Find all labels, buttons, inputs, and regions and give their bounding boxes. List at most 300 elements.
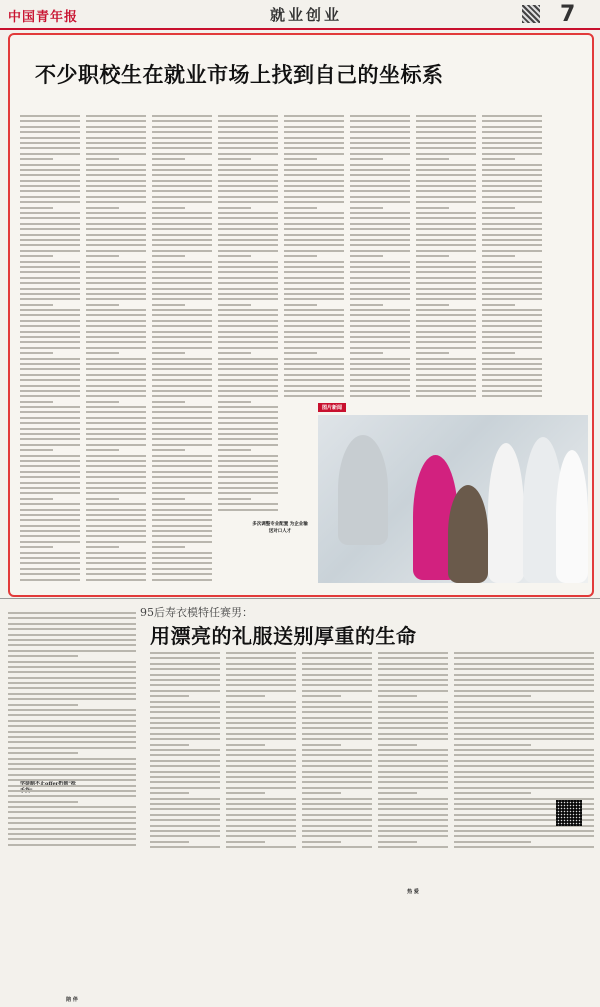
text-line xyxy=(86,131,146,133)
text-line xyxy=(8,774,136,776)
text-line xyxy=(20,390,80,392)
text-line xyxy=(284,379,344,381)
text-line xyxy=(302,760,372,762)
text-line xyxy=(152,207,185,209)
text-line xyxy=(416,115,476,117)
text-line xyxy=(378,792,417,794)
text-line xyxy=(8,801,78,803)
text-line xyxy=(20,573,80,575)
text-line xyxy=(350,239,410,241)
text-line xyxy=(482,185,542,187)
text-line xyxy=(152,169,212,171)
text-line xyxy=(150,657,220,659)
text-line xyxy=(20,433,80,435)
text-line xyxy=(152,325,212,327)
text-line xyxy=(482,347,542,349)
text-line xyxy=(86,519,146,521)
text-line xyxy=(454,706,594,708)
text-line xyxy=(350,363,410,365)
text-line xyxy=(218,217,278,219)
text-line xyxy=(302,819,372,821)
text-line xyxy=(86,314,146,316)
article-column-7 xyxy=(416,115,476,405)
text-line xyxy=(482,293,542,295)
text-line xyxy=(350,266,410,268)
text-line xyxy=(226,717,296,719)
text-line xyxy=(350,304,383,306)
text-line xyxy=(284,217,344,219)
text-line xyxy=(152,320,212,322)
brief-column xyxy=(8,612,136,1007)
text-line xyxy=(152,455,212,457)
text-line xyxy=(454,701,594,703)
bottom-column-3 xyxy=(302,652,372,852)
text-line xyxy=(152,153,212,155)
text-line xyxy=(226,744,265,746)
text-line xyxy=(416,379,476,381)
text-line xyxy=(284,169,344,171)
text-line xyxy=(378,819,448,821)
article-column-3 xyxy=(152,115,212,585)
text-line xyxy=(150,792,189,794)
text-line xyxy=(8,634,136,636)
text-line xyxy=(8,720,136,722)
text-line xyxy=(152,331,212,333)
text-line xyxy=(218,298,278,300)
text-lines xyxy=(150,652,220,848)
text-line xyxy=(86,401,119,403)
text-line xyxy=(218,422,278,424)
text-line xyxy=(152,428,212,430)
text-line xyxy=(350,164,410,166)
text-line xyxy=(302,835,372,837)
text-line xyxy=(218,331,278,333)
text-line xyxy=(226,830,296,832)
text-line xyxy=(416,158,449,160)
text-line xyxy=(20,492,80,494)
text-line xyxy=(20,212,80,214)
text-line xyxy=(226,754,296,756)
text-line xyxy=(416,180,476,182)
text-line xyxy=(416,395,476,397)
text-line xyxy=(20,368,80,370)
text-line xyxy=(302,787,372,789)
text-line xyxy=(454,787,594,789)
text-line xyxy=(350,131,410,133)
text-line xyxy=(8,736,136,738)
text-line xyxy=(482,358,542,360)
text-line xyxy=(416,196,476,198)
text-line xyxy=(152,131,212,133)
text-line xyxy=(86,557,146,559)
text-line xyxy=(20,147,80,149)
text-line xyxy=(152,298,212,300)
text-line xyxy=(86,190,146,192)
text-line xyxy=(86,331,146,333)
text-line xyxy=(20,471,80,473)
text-line xyxy=(482,131,542,133)
text-line xyxy=(8,644,136,646)
text-line xyxy=(8,817,136,819)
text-line xyxy=(284,390,344,392)
text-line xyxy=(20,266,80,268)
text-line xyxy=(8,682,136,684)
text-line xyxy=(416,277,476,279)
text-line xyxy=(150,776,220,778)
text-line xyxy=(482,190,542,192)
text-line xyxy=(150,798,220,800)
text-lines xyxy=(416,115,476,397)
text-line xyxy=(8,822,136,824)
text-line xyxy=(284,131,344,133)
text-line xyxy=(302,717,372,719)
text-line xyxy=(218,503,278,505)
text-line xyxy=(8,811,136,813)
text-line xyxy=(86,449,119,451)
text-lines xyxy=(302,652,372,848)
text-line xyxy=(150,841,189,843)
bottom-article[interactable] xyxy=(0,600,600,1003)
text-line xyxy=(20,126,80,128)
text-line xyxy=(226,733,296,735)
text-line xyxy=(218,498,251,500)
text-line xyxy=(150,814,220,816)
text-line xyxy=(86,153,146,155)
text-line xyxy=(150,835,220,837)
text-line xyxy=(20,444,80,446)
text-line xyxy=(454,679,594,681)
text-line xyxy=(86,244,146,246)
text-line xyxy=(20,234,80,236)
text-line xyxy=(284,385,344,387)
text-line xyxy=(20,293,80,295)
text-line xyxy=(416,239,476,241)
text-line xyxy=(8,763,136,765)
text-line xyxy=(152,352,185,354)
text-line xyxy=(8,844,136,846)
text-line xyxy=(218,314,278,316)
text-line xyxy=(86,228,146,230)
text-line xyxy=(86,358,146,360)
text-line xyxy=(226,657,296,659)
text-line xyxy=(20,320,80,322)
text-line xyxy=(378,765,448,767)
text-line xyxy=(454,749,594,751)
text-line xyxy=(454,760,594,762)
text-line xyxy=(482,395,542,397)
text-line xyxy=(350,196,410,198)
text-line xyxy=(482,201,542,203)
text-line xyxy=(350,293,410,295)
text-line xyxy=(284,185,344,187)
text-line xyxy=(218,433,278,435)
text-line xyxy=(482,325,542,327)
text-line xyxy=(86,120,146,122)
text-line xyxy=(482,234,542,236)
text-line xyxy=(20,304,53,306)
text-line xyxy=(20,422,80,424)
text-line xyxy=(350,347,410,349)
text-line xyxy=(152,234,212,236)
text-line xyxy=(482,331,542,333)
text-line xyxy=(416,385,476,387)
text-line xyxy=(150,690,220,692)
text-line xyxy=(350,282,410,284)
text-line xyxy=(350,142,410,144)
text-line xyxy=(20,288,80,290)
text-line xyxy=(8,612,136,614)
text-line xyxy=(226,668,296,670)
highlighted-article[interactable] xyxy=(8,33,594,597)
text-line xyxy=(152,147,212,149)
text-line xyxy=(218,336,278,338)
text-line xyxy=(152,271,212,273)
text-line xyxy=(152,190,212,192)
text-line xyxy=(8,828,136,830)
text-line xyxy=(152,363,212,365)
text-line xyxy=(8,779,136,781)
text-line xyxy=(218,460,278,462)
text-line xyxy=(86,411,146,413)
text-line xyxy=(86,277,146,279)
text-line xyxy=(152,573,212,575)
text-line xyxy=(86,207,119,209)
text-line xyxy=(302,825,372,827)
text-line xyxy=(218,390,278,392)
text-line xyxy=(20,379,80,381)
text-line xyxy=(284,347,344,349)
text-line xyxy=(86,196,146,198)
text-line xyxy=(152,465,212,467)
text-line xyxy=(284,250,344,252)
text-line xyxy=(350,120,410,122)
text-line xyxy=(20,282,80,284)
text-line xyxy=(350,368,410,370)
text-line xyxy=(482,120,542,122)
text-line xyxy=(86,482,146,484)
text-line xyxy=(284,288,344,290)
text-line xyxy=(86,525,146,527)
text-line xyxy=(284,352,317,354)
text-line xyxy=(482,288,542,290)
text-line xyxy=(152,390,212,392)
text-line xyxy=(350,153,410,155)
text-line xyxy=(218,487,278,489)
text-line xyxy=(350,379,410,381)
text-line xyxy=(86,304,119,306)
text-line xyxy=(152,535,212,537)
text-line xyxy=(218,255,251,257)
text-line xyxy=(218,341,278,343)
text-line xyxy=(454,738,594,740)
text-line xyxy=(152,255,185,257)
text-line xyxy=(482,368,542,370)
text-line xyxy=(302,744,341,746)
text-line xyxy=(86,288,146,290)
text-line xyxy=(350,331,410,333)
text-line xyxy=(226,706,296,708)
text-line xyxy=(20,250,80,252)
text-line xyxy=(416,228,476,230)
text-line xyxy=(20,347,80,349)
text-line xyxy=(20,174,80,176)
text-lines xyxy=(152,115,212,581)
text-line xyxy=(152,358,212,360)
text-line xyxy=(8,714,136,716)
text-line xyxy=(482,374,542,376)
text-line xyxy=(86,546,119,548)
text-line xyxy=(20,417,80,419)
text-line xyxy=(482,255,515,257)
text-lines xyxy=(378,652,448,848)
text-line xyxy=(302,792,341,794)
text-line xyxy=(482,142,542,144)
text-line xyxy=(20,455,80,457)
text-line xyxy=(86,271,146,273)
text-line xyxy=(20,314,80,316)
text-line xyxy=(150,765,220,767)
text-line xyxy=(350,385,410,387)
text-line xyxy=(152,314,212,316)
text-line xyxy=(218,304,251,306)
text-line xyxy=(284,341,344,343)
text-line xyxy=(152,309,212,311)
text-lines xyxy=(482,115,542,397)
text-line xyxy=(378,684,448,686)
text-line xyxy=(86,476,146,478)
article-photo[interactable] xyxy=(318,415,588,583)
text-line xyxy=(152,422,212,424)
text-line xyxy=(416,358,476,360)
article-column-6 xyxy=(350,115,410,405)
text-line xyxy=(86,444,146,446)
text-line xyxy=(226,722,296,724)
text-line xyxy=(416,347,476,349)
text-line xyxy=(86,579,146,581)
text-line xyxy=(150,722,220,724)
text-line xyxy=(416,147,476,149)
text-line xyxy=(152,514,212,516)
text-line xyxy=(86,471,146,473)
text-line xyxy=(302,652,372,654)
text-line xyxy=(302,754,372,756)
text-line xyxy=(218,417,278,419)
text-line xyxy=(152,266,212,268)
text-line xyxy=(86,142,146,144)
text-line xyxy=(454,744,531,746)
text-line xyxy=(218,126,278,128)
pull-quote: 多次调整专业配置 为企业输送对口人才 xyxy=(252,522,308,534)
text-line xyxy=(20,514,80,516)
text-line xyxy=(86,374,146,376)
text-line xyxy=(284,120,344,122)
text-line xyxy=(284,293,344,295)
text-line xyxy=(378,652,448,654)
text-line xyxy=(416,131,476,133)
text-line xyxy=(152,137,212,139)
text-line xyxy=(152,347,212,349)
text-line xyxy=(482,271,542,273)
text-line xyxy=(302,706,372,708)
text-line xyxy=(150,727,220,729)
text-line xyxy=(152,244,212,246)
text-lines xyxy=(86,115,146,581)
text-line xyxy=(482,282,542,284)
text-line xyxy=(20,395,80,397)
text-line xyxy=(218,207,251,209)
text-line xyxy=(378,841,417,843)
text-line xyxy=(350,190,410,192)
text-line xyxy=(86,266,146,268)
text-line xyxy=(152,293,212,295)
text-line xyxy=(454,830,594,832)
text-line xyxy=(302,663,372,665)
text-line xyxy=(20,374,80,376)
newspaper-logo: 中国青年报 xyxy=(8,10,79,25)
text-line xyxy=(302,841,341,843)
text-line xyxy=(218,115,278,117)
text-line xyxy=(20,137,80,139)
text-line xyxy=(218,277,278,279)
text-line xyxy=(86,368,146,370)
text-line xyxy=(350,180,410,182)
text-line xyxy=(218,174,278,176)
text-line xyxy=(454,657,594,659)
text-line xyxy=(152,336,212,338)
text-line xyxy=(416,234,476,236)
text-line xyxy=(86,438,146,440)
text-line xyxy=(454,717,594,719)
text-line xyxy=(416,185,476,187)
text-line xyxy=(454,846,594,848)
text-line xyxy=(152,379,212,381)
text-line xyxy=(416,190,476,192)
text-line xyxy=(302,803,372,805)
text-line xyxy=(284,395,344,397)
text-line xyxy=(284,212,344,214)
bottom-column-4 xyxy=(378,652,448,896)
text-line xyxy=(8,806,136,808)
text-line xyxy=(20,557,80,559)
text-line xyxy=(416,352,449,354)
text-line xyxy=(226,679,296,681)
text-line xyxy=(350,358,410,360)
text-line xyxy=(284,368,344,370)
text-line xyxy=(416,304,449,306)
text-line xyxy=(378,760,448,762)
text-line xyxy=(302,776,372,778)
text-line xyxy=(86,352,119,354)
text-line xyxy=(218,428,278,430)
text-line xyxy=(152,530,212,532)
text-line xyxy=(152,228,212,230)
text-line xyxy=(152,185,212,187)
text-line xyxy=(416,201,476,203)
text-line xyxy=(482,304,515,306)
text-line xyxy=(86,422,146,424)
text-line xyxy=(454,835,594,837)
text-line xyxy=(152,568,212,570)
text-line xyxy=(416,223,476,225)
text-line xyxy=(152,282,212,284)
text-line xyxy=(218,196,278,198)
text-line xyxy=(218,153,278,155)
text-line xyxy=(482,314,542,316)
text-line xyxy=(150,679,220,681)
text-line xyxy=(20,142,80,144)
text-line xyxy=(8,623,136,625)
text-line xyxy=(482,379,542,381)
